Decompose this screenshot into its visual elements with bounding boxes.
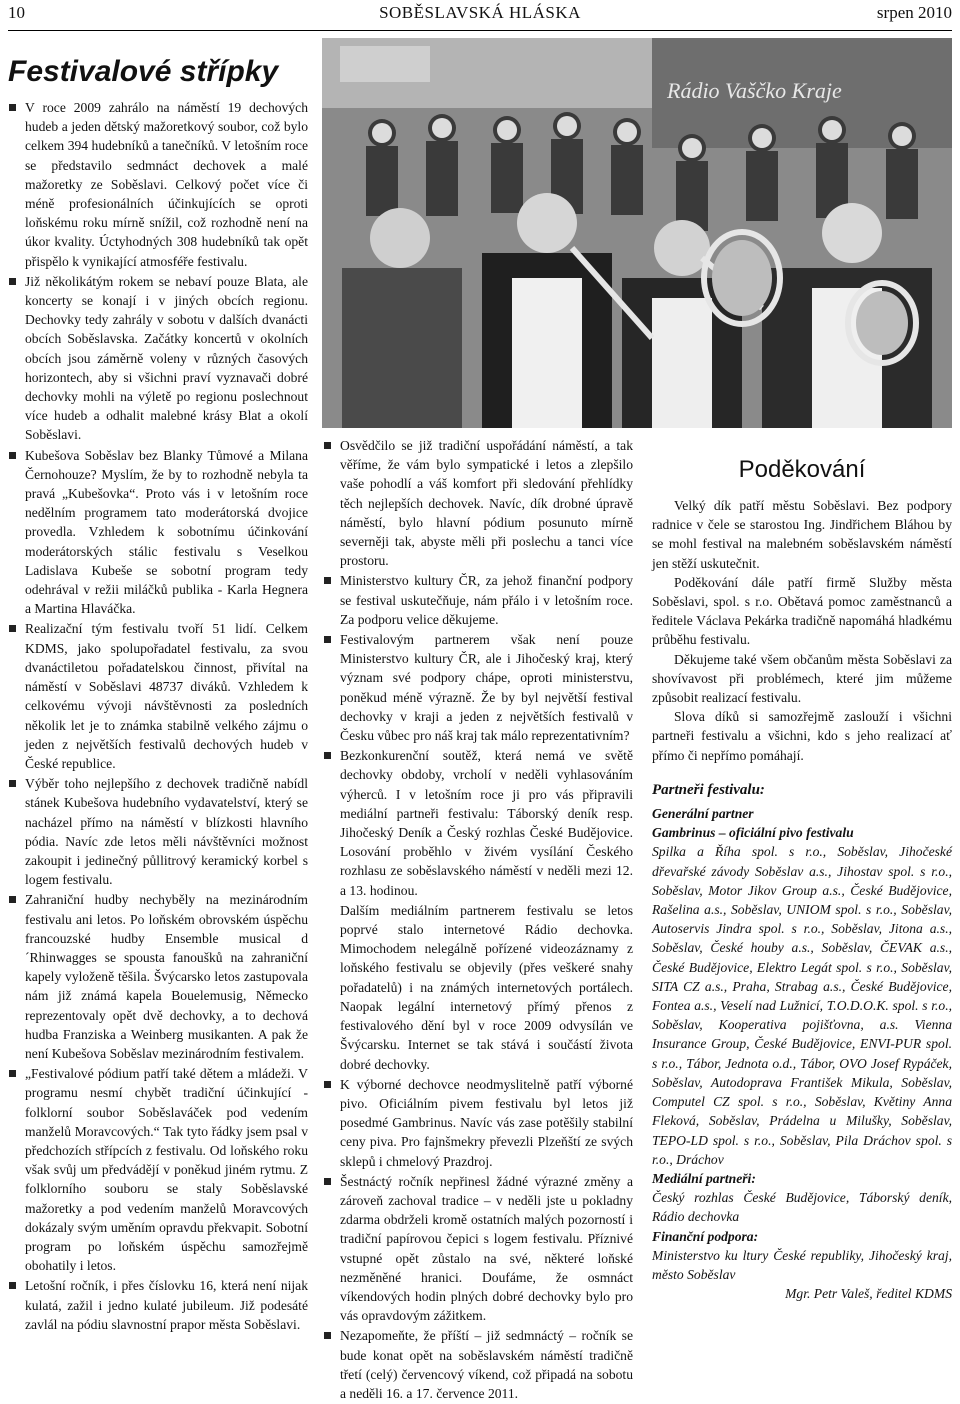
- list-item: Letošní ročník, i přes číslovku 16, která není nijak kulatá, zažil i jedno kulaté jubileum. Již podesáté zavlál na pódiu slavnostní prapor města Soběslavi.: [8, 1276, 308, 1334]
- festival-notes-list: [323, 436, 633, 1403]
- article-column-1: [8, 48, 308, 1335]
- list-item: Dalším mediálním partnerem festivalu se letos poprvé stalo internetové Rádio dechovka. Mimochodem nelegálně pořízené videozáznamy z loňského festivalu se objevily (přes veškeré snahy pořadatelů) i na známých internetových portálech. Naopak legální internetový přímý přenos z festivalového dění byl v roce 2009 odvysílán ve Švýcarsku. Internet se tak stává i součástí života dobré dechovky.: [340, 902, 633, 1072]
- bullet-square-icon: [324, 636, 331, 643]
- bullet-square-icon: [324, 752, 331, 759]
- list-item: K výborné dechovce neodmyslitelně patří výborné pivo. Oficiálním pivem festivalu byl letos již posedmé Gambrinus. Navíc vás zase potěšily stabilní ceny piva. Pro fajnšmekry převezli Plzeňští ze svých sklepů i chmelový Prazdroj.: [323, 1075, 633, 1171]
- article-headline: Festivalové střípky: [8, 55, 279, 88]
- partners-heading: Partneři festivalu:: [652, 781, 765, 798]
- list-item: Kubešova Soběslav bez Blanky Tůmové a Milana Černohouze? Myslím, že by to rozhodně nebyla ta pravá „Kubešovka“. Proto vás i v letošním roce nedělním programem tato moderátorská dvojice provedla. Vzhledem k sobotnímu účinkování moderátorských stálic festivalu s Veselkou Ladislava Kubeše se sobotní program tedy odehrával v režii miláčků publika - Karla Hegnera a Martina Hlaváčka.: [8, 446, 308, 619]
- page-number: 10: [8, 3, 25, 22]
- media-partners-list: Český rozhlas České Budějovice, Táborský deník, Rádio dechovka: [652, 1190, 952, 1225]
- financial-support-label: Finanční podpora:: [652, 1228, 759, 1244]
- band-photo-illustration: [322, 38, 952, 428]
- bullet-square-icon: [9, 278, 16, 285]
- general-partner-label: Generální partner: [652, 806, 754, 822]
- page-header: [8, 0, 952, 31]
- article-column-3: [652, 436, 952, 1303]
- bullet-square-icon: [324, 1332, 331, 1339]
- thanks-paragraph: Děkujeme také všem občanům města Soběslavi za shovívavost při problémech, které jim můžeme způsobit realizací festivalu.: [652, 651, 952, 706]
- bullet-square-icon: [324, 1081, 331, 1088]
- festival-band-photo: [322, 38, 952, 428]
- bullet-square-icon: [9, 625, 16, 632]
- thanks-paragraph: Velký dík patří městu Soběslavi. Bez podpory radnice v čele se starostou Ing. Jindřichem Bláhou by se mohl festival na malebném soběslavském náměstí jen stěží uskutečnit.: [652, 498, 952, 571]
- bullet-square-icon: [324, 442, 331, 449]
- article-column-2: [323, 436, 633, 1404]
- publication-title: SOBĚSLAVSKÁ HLÁSKA: [379, 3, 581, 22]
- list-item: „Festivalové pódium patří také dětem a mládeži. V programu nesmí chybět tradiční účinkující - folklorní soubor Soběslaváček pod vedením manželů Moravcových.“ Tak tyto řádky jsem psal v předchozích střípcích z festivalu. Od loňského roku však svůj um předvádějí v poněkud jiném rytmu. Z folklorního souboru se staly Soběslavské mažoretky a pod vedením manželů Moravcových dokázaly svým uměním opravdu překvapit. Sobotní program po loňském úspěchu samozřejmě obohatily i letos.: [8, 1064, 308, 1275]
- bullet-square-icon: [9, 1282, 16, 1289]
- bullet-square-icon: [324, 1178, 331, 1185]
- list-item: Výběr toho nejlepšího z dechovek tradičně nabídl stánek Kubešova hudebního vydavatelství, který se nacházel přímo na náměstí v blízkosti hlavního pódia. Navíc zde letos měli návštěvníci možnost zakoupit i jedinečný půllitrový keramický korbel s logem festivalu.: [8, 774, 308, 889]
- bullet-square-icon: [9, 896, 16, 903]
- bullet-square-icon: [324, 577, 331, 584]
- partners-list: Spilka a Říha spol. s r.o., Soběslav, Jihočeské dřevařské závody Soběslav a.s., Jihostav spol. s r.o., Soběslav, Motor Jikov Group a.s., České Budějovice, Rašelina a.s., Soběslav, UNIOM spol. s r.o., Soběslav, Autoservis Jindra spol. s r.o., Soběslav, Jitona a.s., Soběslav, České houby a.s., Soběslav, ČEVAK a.s., České Budějovice, Elektro Legát spol. s r.o., Soběslav, SITA CZ a.s., Praha, Strabag a.s., České Budějovice, Fontea a.s., Veselí nad Lužnicí, T.O.D.O.K. spol. s r.o., Soběslav, Kooperativa pojišťovna, a.s. Vienna Insurance Group, České Budějovice, ENVI-PUR spol. s r.o., Tábor, Jednota o.d., Tábor, OVO Josef Rypáček, Soběslav, Autodoprava František Mikula, Soběslav, Computel CZ spol. s r.o., Soběslav, Květiny Anna Fleková, Soběslav, Prádelna u Milušky, Soběslav, TEPO-LD spol. s r.o., Soběslav, Pila Dráchov spol. s r.o., Dráchov: [652, 844, 952, 1167]
- thanks-paragraph: Poděkování dále patří firmě Služby města Soběslavi, spol. s r.o. Obětavá pomoc zaměstnanců a ředitele Václava Pekárka tradičně napomáhá hladkému průběhu festivalu.: [652, 574, 952, 648]
- list-item: Šestnáctý ročník nepřinesl žádné výrazné změny a zároveň zachoval tradice – v neděli jste u pokladny zdarma obdrželi kromě ostatních malých pozorností i tradiční papírovou čepici s logem festivalu. Příznivé vstupné opět zůstalo na své, některé loňské nezměněné hranici. Doufáme, že osmnáct víkendových hodin plných dobré dechovky bylo pro vás opravdovým zážitkem.: [323, 1172, 633, 1326]
- bullet-square-icon: [9, 780, 16, 787]
- list-item: Ministerstvo kultury ČR, za jehož finanční podpory se festival uskutečňuje, nám přálo i v letošním roce. Za podporu velice děkujeme.: [323, 571, 633, 629]
- list-item: Již několikátým rokem se nebaví pouze Blata, ale koncerty se konají i v jiných obcích regionu. Dechovky tedy zahrály v sobotu v dalších dvanácti obcích Soběslavska. Začátky koncertů v okolních obcích jsou záměrně voleny v různých časových horizontech, aby si všichni praví vyznavači dobré dechovky mohli na výletě po regionu poslechnout více hudeb a odhalit malebné krásy Blat a okolí Soběslavi.: [8, 272, 308, 445]
- banner-text: Rádio Vaščko Kraje: [667, 78, 842, 103]
- list-item: Zahraniční hudby nechyběly na mezinárodním festivalu ani letos. Po loňském obrovském úspěchu francouzské hudby Ensemble musical d´Rhinwagges se spousta fanoušků na zahraniční kapely vyloženě těšila. Švýcarsko letos zastupovala nám již známá kapela Bouelemusig, Německo reprezentovaly opět dvě dechovky, a to dechová hudba Franziska a Weinberg musikanten. A pak že není Kubešova Soběslav mezinárodním festivalem.: [8, 890, 308, 1063]
- media-partners-label: Mediální partneři:: [652, 1170, 756, 1186]
- financial-support-list: Ministerstvo ku ltury České republiky, Jihočeský kraj, město Soběslav: [652, 1247, 952, 1282]
- list-item: Osvědčilo se již tradiční uspořádání náměstí, a tak věříme, že vám bylo sympatické i letos a zlepšilo vaše pohodlí a váš komfort při sledování přehlídky těch nejlepších dechovek. Navíc, dík drobné úpravě náměstí, bylo hlavní pódium posunuto mírně severněji tak, abyste měli při poslechu a tanci více prostoru.: [323, 436, 633, 570]
- bullet-square-icon: [9, 452, 16, 459]
- list-item: Festivalovým partnerem však není pouze Ministerstvo kultury ČR, ale i Jihočeský kraj, který význam své podpory chápe, oproti ministerstvu, poněkud méně výrazně. Že by byl největší festival dechovky v kraji a jeden z největších festivalů v Česku vůbec pro náš kraj tak málo reprezentativním?: [323, 630, 633, 745]
- partners-section: [652, 781, 952, 1303]
- official-beer-label: Gambrinus – oficiální pivo festivalu: [652, 825, 854, 841]
- festival-facts-list: [8, 98, 308, 1334]
- bullet-square-icon: [9, 104, 16, 111]
- list-item: Nezapomeňte, že příští – již sedmnáctý – ročník se bude konat opět na soběslavském náměstí tradičně třetí (celý) červencový víkend, což připadá na sobotu a neděli 16. a 17. července 2011.: [323, 1326, 633, 1403]
- issue-date: srpen 2010: [876, 3, 952, 22]
- list-item: Bezkonkurenční soutěž, která nemá ve světě dechovky obdoby, vrcholí v neděli vyhlasováním výherců. I v letošním roce ji pro vás připravili mediální partneři festivalu: Táborský deník resp. Jihočeský Deník a Český rozhlas České Budějovice. Losování proběhlo v živém vysílání Českého rozhlasu ze soběslavského náměstí v neděli mezi 12. a 13. hodinou.: [323, 746, 633, 900]
- list-item: Realizační tým festivalu tvoří 51 lidí. Celkem KDMS, jako spolupořadatel festivalu, za svou dvanáctiletou pořadatelskou činnost, přivítal na náměstí v Soběslavi 48737 diváků. Vzhledem k celkovému vývoji návštěvnosti za posledních několik let je to známka stabilně velkého zájmu o jeden z největších festivalů dechových hudeb v České republice.: [8, 619, 308, 773]
- list-item: V roce 2009 zahrálo na náměstí 19 dechových hudeb a jeden dětský mažoretkový soubor, což bylo celkem 394 hudebníků a tanečníků. V letošním roce se představilo sedmnáct dechovek a malé mažoretky ze Soběslavi. Celkový počet více či méně profesionálních účinkujících se oproti loňskému roku mírně snížil, což rozhodně není na úkor kvality. Úctyhodných 308 hudebníků tak opět přispělo k vynikající atmosféře festivalu.: [8, 98, 308, 271]
- thanks-heading: Poděkování: [738, 456, 866, 483]
- stage-sign: [340, 46, 430, 82]
- author-signature: Mgr. Petr Valeš, ředitel KDMS: [785, 1286, 952, 1302]
- bullet-square-icon: [9, 1070, 16, 1077]
- thanks-paragraph: Slova díků si samozřejmě zaslouží i všichni partneři festivalu a všichni, kdo s jeho realizací ať přímo či nepřímo pomáhají.: [652, 709, 952, 763]
